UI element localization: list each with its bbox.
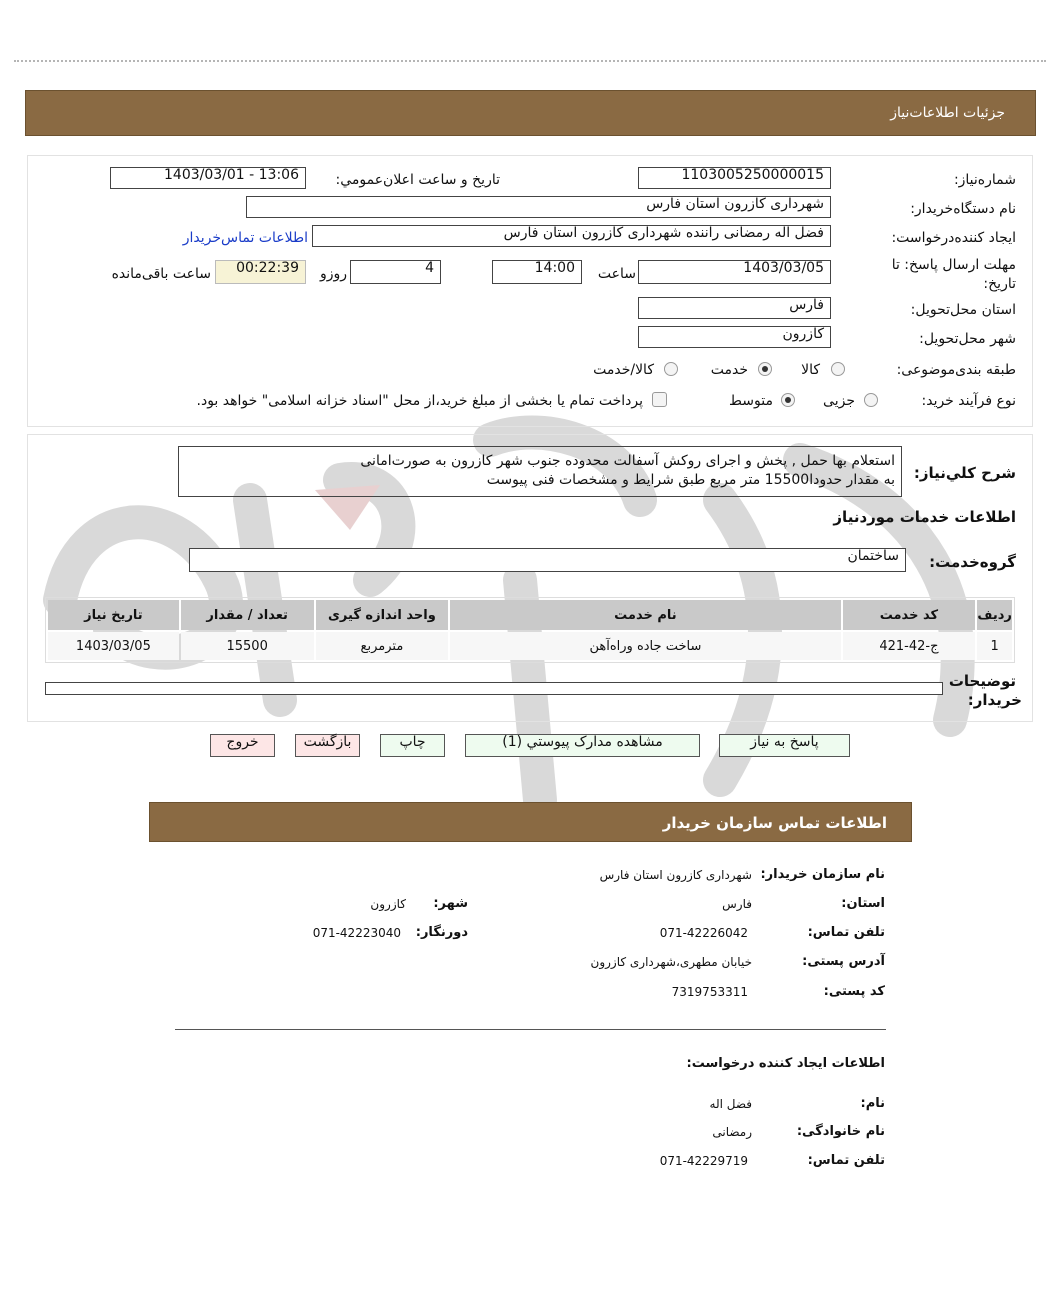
services-title: اطلاعات خدمات موردنیاز: [833, 508, 1016, 526]
deadline-date-field: 1403/03/05: [638, 260, 831, 284]
print-button[interactable]: چاپ: [380, 734, 445, 757]
purchase-minor-radio[interactable]: [864, 393, 878, 407]
description-line-2: به مقدار حدودا15500 متر مربع طبق شرایط و مشخصات فنی پیوست: [486, 472, 895, 488]
announce-field: 1403/03/01 - 13:06: [110, 167, 306, 189]
contact-header-title: اطلاعات تماس سازمان خریدار: [662, 814, 887, 832]
cell-unit: مترمربع: [316, 632, 449, 660]
category-goods-service-radio[interactable]: [664, 362, 678, 376]
buyer-notes-label-line2: خریدار:: [967, 691, 1022, 709]
buyer-org-label: نام دستگاه‌خریدار:: [910, 201, 1016, 217]
purchase-type-label: نوع فرآیند خرید:: [921, 393, 1016, 409]
buyer-notes-label-line1: توضیحات: [948, 672, 1016, 690]
cell-need-date: 1403/03/05: [48, 632, 179, 660]
table-row: [48, 632, 1012, 660]
description-box: [178, 446, 902, 497]
contact-org-label: نام سازمان خریدار:: [760, 867, 885, 882]
cell-service-code: ج-42-421: [843, 632, 976, 660]
buyer-org-field: شهرداری کازرون استان فارس: [246, 196, 831, 218]
contact-phone-value: 071-42226042: [659, 926, 748, 940]
contact-postal-label: کد پستی:: [823, 984, 885, 999]
contact-province-value: فارس: [722, 897, 752, 911]
category-goods-radio[interactable]: [831, 362, 845, 376]
days-field: 4: [350, 260, 441, 284]
contact-province-label: استان:: [841, 896, 885, 911]
description-label: شرح کلي‌نیاز:: [913, 464, 1016, 482]
creator-phone-value: 071-42229719: [659, 1154, 748, 1168]
description-line-1: استعلام بها حمل , پخش و اجرای روکش آسفالت محدوده جنوب شهر کازرون به صورت‌امانی: [360, 453, 895, 469]
creator-field: فضل اله رمضانی راننده شهرداری کازرون استان فارس: [312, 225, 831, 247]
remaining-time-field: 00:22:39: [215, 260, 306, 284]
contact-fax-value: 071-42223040: [312, 926, 401, 940]
purchase-medium-radio[interactable]: [781, 393, 795, 407]
cell-quantity: 15500: [181, 632, 314, 660]
deadline-time-field: 14:00: [492, 260, 582, 284]
page-header: [25, 90, 1036, 136]
contact-divider: [175, 1029, 886, 1030]
contact-city-value: کازرون: [370, 897, 406, 911]
contact-address-value: خیابان مطهری،شهرداری کازرون: [590, 955, 752, 969]
services-table: [46, 598, 1014, 662]
cell-service-name: ساخت جاده وراه‌آهن: [450, 632, 840, 660]
treasury-payment-checkbox[interactable]: [652, 392, 667, 407]
creator-phone-label: تلفن تماس:: [807, 1153, 885, 1168]
purchase-minor-label: جزیی: [823, 393, 855, 409]
category-service-radio[interactable]: [758, 362, 772, 376]
exit-button[interactable]: خروج: [210, 734, 275, 757]
city-label: شهر محل‌تحویل:: [919, 331, 1016, 347]
col-service-name: نام خدمت: [450, 600, 840, 630]
deadline-label-line1: مهلت ارسال پاسخ: تا: [891, 257, 1016, 273]
page-header-title: جزئیات اطلاعات‌نیاز: [890, 105, 1005, 121]
contact-fax-label: دورنگار:: [415, 925, 468, 940]
contact-postal-value: 7319753311: [671, 985, 748, 999]
days-label: روزو: [319, 266, 347, 282]
need-number-label: شماره‌نیاز:: [953, 172, 1016, 188]
category-goods-service-label: کالا/خدمت: [593, 362, 654, 378]
back-button[interactable]: بازگشت: [295, 734, 360, 757]
purchase-medium-label: متوسط: [729, 393, 773, 409]
col-need-date: تاریخ نیاز: [48, 600, 179, 630]
contact-phone-label: تلفن تماس:: [807, 925, 885, 940]
creator-name-label: نام:: [860, 1096, 885, 1111]
province-field: فارس: [638, 297, 831, 319]
service-group-field: ساختمان: [189, 548, 906, 572]
top-divider: [14, 60, 1046, 62]
creator-family-value: رمضانی: [712, 1125, 752, 1139]
creator-name-value: فضل اله: [709, 1097, 752, 1111]
view-documents-button[interactable]: مشاهده مدارک پیوستي (1): [465, 734, 700, 757]
contact-org-value: شهرداری کازرون استان فارس: [599, 868, 752, 882]
category-goods-label: کالا: [801, 362, 820, 378]
cell-row: 1: [977, 632, 1012, 660]
contact-address-label: آدرس پستی:: [802, 954, 885, 969]
contact-city-label: شهر:: [433, 896, 468, 911]
buyer-contact-link[interactable]: اطلاعات تماس‌خریدار: [182, 230, 308, 246]
creator-family-label: نام خانوادگی:: [796, 1124, 885, 1139]
announce-label: تاریخ و ساعت اعلان‌عمومي:: [335, 172, 500, 188]
remaining-label: ساعت باقی‌مانده: [111, 266, 211, 282]
reply-button[interactable]: پاسخ به نیاز: [719, 734, 850, 757]
col-quantity: تعداد / مقدار: [181, 600, 314, 630]
category-service-label: خدمت: [710, 362, 748, 378]
buyer-notes-field: [45, 682, 943, 695]
creator-info-title: اطلاعات ایجاد کننده درخواست:: [686, 1056, 885, 1071]
services-table-header: [48, 600, 1012, 630]
need-number-field: 1103005250000015: [638, 167, 831, 189]
category-label: طبقه بندی‌موضوعی:: [896, 362, 1016, 378]
treasury-payment-text: پرداخت تمام یا بخشی از مبلغ خرید،از محل "اسناد خزانه اسلامی" خواهد بود.: [196, 393, 643, 409]
col-row: ردیف: [977, 600, 1012, 630]
city-field: کازرون: [638, 326, 831, 348]
province-label: استان محل‌تحویل:: [910, 302, 1016, 318]
col-unit: واحد اندازه گیری: [316, 600, 449, 630]
deadline-label-line2: تاریخ:: [983, 276, 1016, 292]
col-service-code: کد خدمت: [843, 600, 976, 630]
creator-label: ایجاد کننده‌درخواست:: [891, 230, 1016, 246]
contact-header: [149, 802, 912, 842]
deadline-time-label: ساعت: [597, 266, 636, 282]
service-group-label: گروه‌خدمت:: [929, 553, 1016, 571]
